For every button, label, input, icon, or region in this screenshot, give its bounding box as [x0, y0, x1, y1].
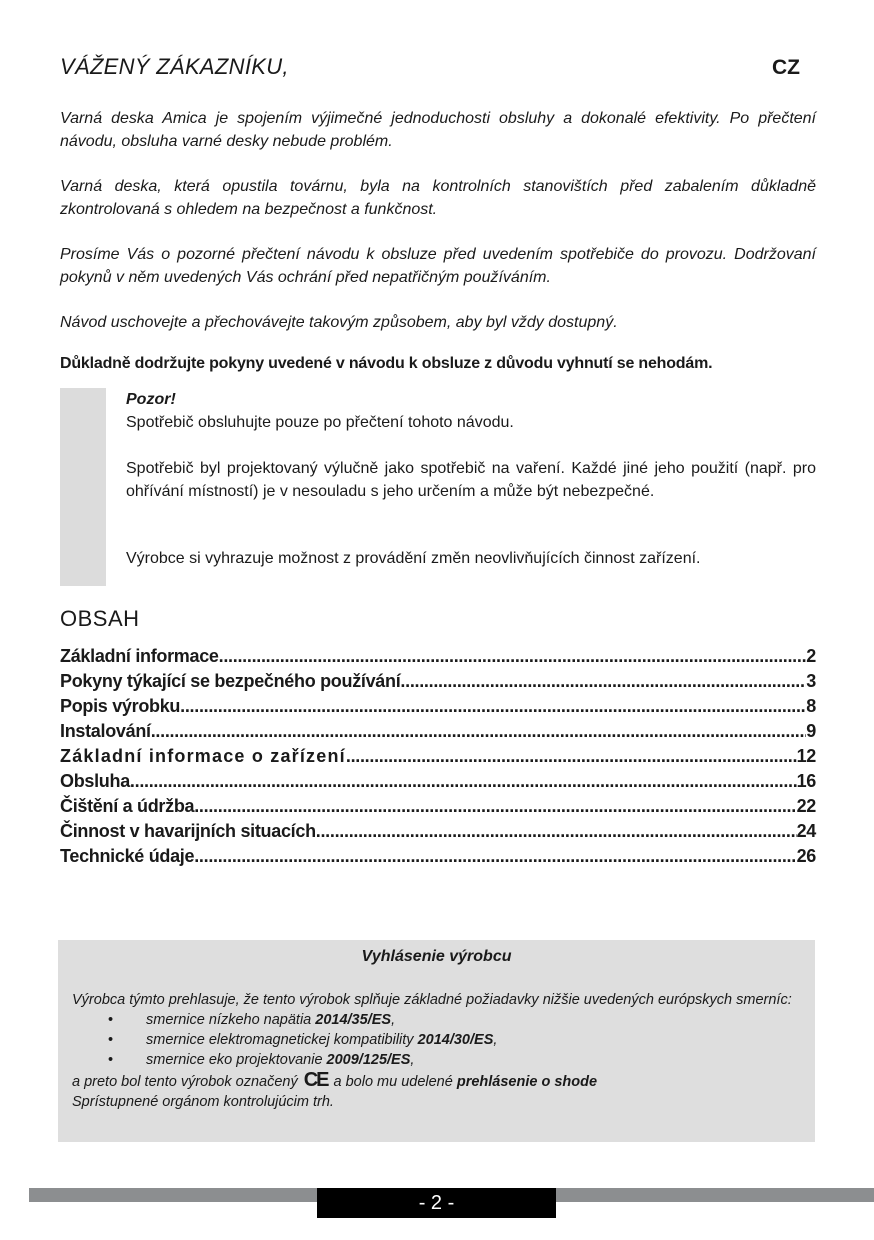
toc-label: Technické údaje	[60, 846, 195, 866]
toc-page: 16	[796, 771, 816, 791]
declaration-footer: Sprístupnené orgánom kontrolujúcim trh.	[72, 1094, 334, 1110]
ce-statement	[72, 1070, 800, 1092]
toc-page: 8	[806, 696, 816, 716]
intro-paragraph: Prosíme Vás o pozorné přečtení návodu k obsluze před uvedením spotřebiče do provozu. Dodržovaní pokynů v něm uvedených Vás ochrání před nepatřičným používáním.	[60, 246, 816, 286]
ce-statement-pre: a preto bol tento výrobok označený	[72, 1074, 298, 1090]
toc-page: 22	[796, 796, 816, 816]
toc-item[interactable]	[60, 844, 816, 869]
toc-item[interactable]	[60, 669, 816, 694]
dot-leader	[194, 794, 796, 819]
ce-statement-bold: prehlásenie o shode	[456, 1074, 598, 1090]
directive-code: 2014/30/ES	[417, 1032, 494, 1048]
directive-item: • smernice eko projektovanie 2009/125/ES,	[72, 1050, 800, 1070]
toc-page: 3	[806, 671, 816, 691]
directive-item: • smernice elektromagnetickej kompatibility 2014/30/ES,	[72, 1030, 800, 1050]
toc-item[interactable]	[60, 819, 816, 844]
toc-label: Obsluha	[60, 771, 130, 791]
intro-paragraph: Varná deska, která opustila továrnu, byla na kontrolních stanovištích před zabalením důkladně zkontrolovaná s ohledem na bezpečnost a funkčnost.	[60, 178, 816, 218]
directive-text: smernice eko projektovanie	[146, 1052, 327, 1068]
toc-title: OBSAH	[60, 606, 140, 631]
directive-text: smernice nízkeho napätia	[146, 1012, 316, 1028]
table-of-contents	[60, 644, 816, 869]
toc-item[interactable]	[60, 744, 816, 769]
toc-page: 12	[796, 746, 816, 766]
toc-item[interactable]	[60, 794, 816, 819]
warning-line: Výrobce si vyhrazuje možnost z provádění změn neovlivňujících činnost zařízení.	[126, 550, 701, 567]
toc-page: 2	[806, 646, 816, 666]
language-code: CZ	[772, 56, 800, 79]
dot-leader	[219, 644, 807, 669]
dot-leader	[316, 819, 797, 844]
dot-leader	[130, 769, 797, 794]
directive-code: 2009/125/ES	[326, 1052, 411, 1068]
warning-line: Spotřebič obsluhujte pouze po přečtení tohoto návodu.	[126, 414, 514, 431]
manufacturer-declaration	[58, 940, 815, 1142]
dot-leader	[346, 744, 797, 769]
dot-leader	[180, 694, 806, 719]
intro-paragraph: Návod uschovejte a přechovávejte takovým způsobem, aby byl vždy dostupný.	[60, 314, 618, 331]
toc-item[interactable]	[60, 644, 816, 669]
toc-item[interactable]	[60, 719, 816, 744]
bold-notice: Důkladně dodržujte pokyny uvedené v návodu k obsluze z důvodu vyhnutí se nehodám.	[60, 355, 713, 372]
page-title: VÁŽENÝ ZÁKAZNÍKU,	[60, 54, 289, 79]
toc-item[interactable]	[60, 694, 816, 719]
toc-label: Čištění a údržba	[60, 796, 195, 816]
ce-mark-icon: CE	[303, 1069, 328, 1091]
toc-label: Základní informace	[60, 646, 219, 666]
directive-list	[72, 1010, 800, 1070]
toc-label: Činnost v havarijních situacích	[60, 821, 316, 841]
toc-page: 26	[796, 846, 816, 866]
toc-label: Pokyny týkající se bezpečného používání	[60, 671, 401, 691]
directive-item: • smernice nízkeho napätia 2014/35/ES,	[72, 1010, 800, 1030]
warning-title-text: Pozor!	[126, 391, 176, 408]
declaration-intro: Výrobca týmto prehlasuje, že tento výrobok splňuje základné požiadavky nižšie uvedených európskych smerníc:	[72, 992, 792, 1008]
intro-paragraph: Varná deska Amica je spojením výjimečné jednoduchosti obsluhy a dokonalé efektivity. Po přečtení návodu, obsluha varné desky nebude problém.	[60, 110, 816, 150]
warning-title	[126, 388, 816, 411]
declaration-title: Vyhlásenie výrobcu	[361, 948, 512, 965]
directive-code: 2014/35/ES	[315, 1012, 392, 1028]
page-number: - 2 -	[317, 1188, 556, 1218]
toc-page: 24	[796, 821, 816, 841]
toc-label: Popis výrobku	[60, 696, 181, 716]
toc-item[interactable]	[60, 769, 816, 794]
dot-leader	[151, 719, 807, 744]
toc-label: Instalování	[60, 721, 151, 741]
dot-leader	[194, 844, 796, 869]
toc-page: 9	[806, 721, 816, 741]
warning-line: Spotřebič byl projektovaný výlučně jako spotřebič na vaření. Každé jiné jeho použití (např. pro ohřívání místností) je v nesouladu s jeho určením a může být nebezpečné.	[126, 460, 816, 500]
ce-statement-post: a bolo mu udelené	[333, 1074, 457, 1090]
directive-text: smernice elektromagnetickej kompatibility	[146, 1032, 418, 1048]
warning-bar	[60, 388, 106, 586]
dot-leader	[400, 669, 806, 694]
toc-label: Základní informace o zařízení	[60, 746, 346, 766]
